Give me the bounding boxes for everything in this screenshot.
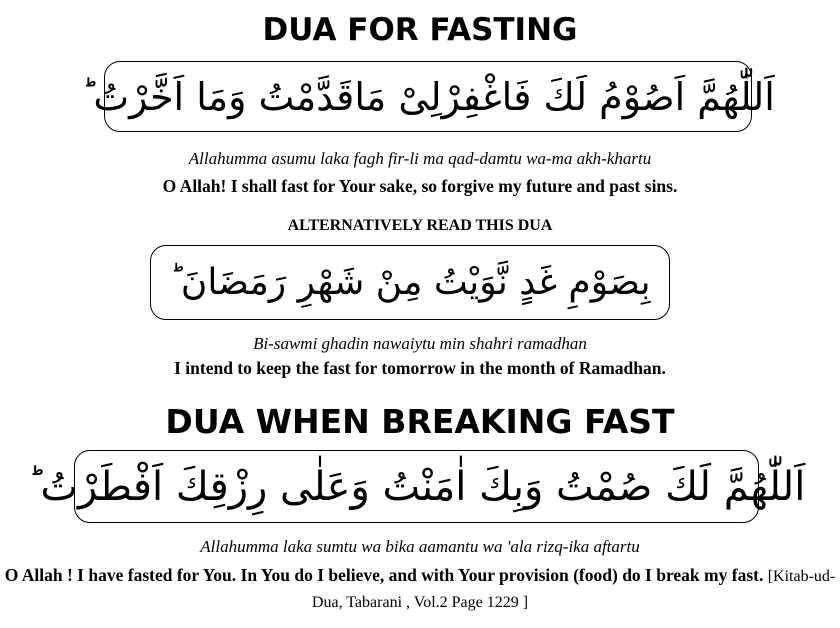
breaking-fast-arabic-text: اَللّٰهُمَّ لَكَ صُمْتُ وَبِكَ اٰمَنْتُ وَعَلٰى رِزْقِكَ اَفْطَرْتُ ؕ <box>27 463 806 510</box>
fasting-dua-arabic-text: اَللّٰهُمَّ اَصُوْمُ لَكَ فَاغْفِرْلِیْ مَاقَدَّمْتُ وَمَا اَخَّرْتُ ؕ <box>81 74 775 119</box>
fasting-dua-meaning: O Allah! I shall fast for Your sake, so forgive my future and past sins. <box>162 176 678 196</box>
breaking-fast-arabic-box <box>27 450 806 523</box>
intention-dua-meaning: I intend to keep the fast for tomorrow in the month of Ramadhan. <box>174 358 666 378</box>
alternative-dua-label: ALTERNATIVELY READ THIS DUA <box>287 217 553 234</box>
hadith-reference: [Kitab-ud-Dua, Tabarani , Vol.2 Page 1229 ] <box>311 568 836 611</box>
breaking-fast-meaning: O Allah ! I have fasted for You. In You do I believe, and with Your provision (food) do I break my fast. <box>4 565 764 585</box>
breaking-fast-transliteration: Allahumma laka sumtu wa bika aamantu wa 'ala rizq-ika aftartu <box>200 537 640 556</box>
breaking-fast-meaning-block <box>0 563 840 615</box>
intention-dua-transliteration: Bi-sawmi ghadin nawaiytu min shahri ramadhan <box>253 334 587 353</box>
intention-dua-arabic-box <box>150 245 670 320</box>
breaking-fast-title: DUA WHEN BREAKING FAST <box>165 402 675 441</box>
fasting-dua-transliteration: Allahumma asumu laka fagh fir-li ma qad-damtu wa-ma akh-khartu <box>188 149 652 168</box>
fasting-dua-title: DUA FOR FASTING <box>262 12 578 48</box>
intention-dua-arabic-text: بِصَوْمِ غَدٍ نَّوَيْتُ مِنْ شَهْرِ رَمَضَانَ ؕ <box>169 262 651 303</box>
fasting-dua-arabic-box <box>81 61 775 132</box>
